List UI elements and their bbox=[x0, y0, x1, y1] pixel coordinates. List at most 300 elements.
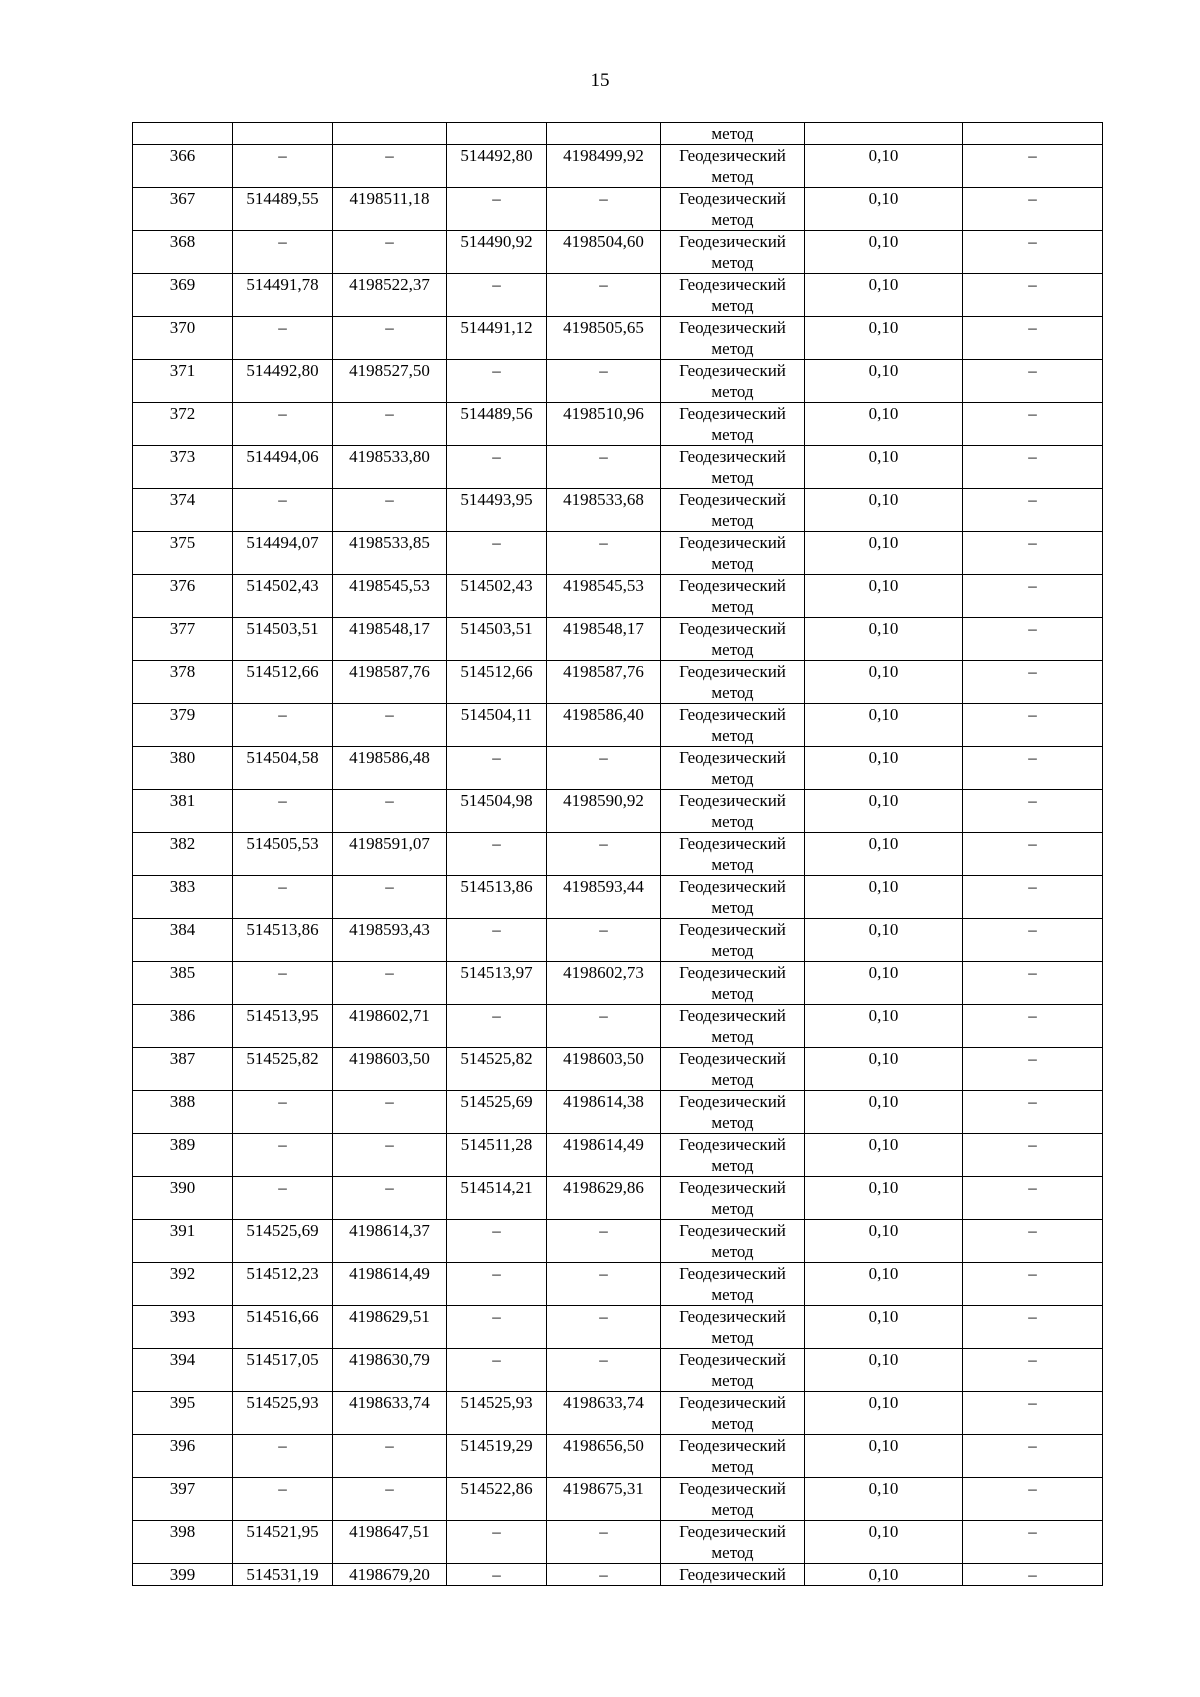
point-number-cell: 399 bbox=[133, 1564, 233, 1586]
table-row bbox=[133, 1048, 1103, 1091]
y-existing-cell: 4198647,51 bbox=[333, 1521, 447, 1564]
accuracy-cell: 0,10 bbox=[805, 1091, 963, 1134]
description-cell: – bbox=[963, 1220, 1103, 1263]
method-cell bbox=[661, 403, 805, 446]
method-line-2: метод bbox=[711, 1543, 754, 1562]
method-line-1: Геодезический bbox=[679, 361, 786, 380]
accuracy-cell: 0,10 bbox=[805, 489, 963, 532]
x-existing-cell: – bbox=[233, 790, 333, 833]
method-line-2: метод bbox=[711, 1199, 754, 1218]
x-refined-cell: – bbox=[447, 919, 547, 962]
table-row bbox=[133, 618, 1103, 661]
method-cell bbox=[661, 962, 805, 1005]
table-row bbox=[133, 532, 1103, 575]
description-cell: – bbox=[963, 145, 1103, 188]
y-refined-cell: 4198675,31 bbox=[547, 1478, 661, 1521]
method-line-1: Геодезический bbox=[679, 490, 786, 509]
point-number-cell: 381 bbox=[133, 790, 233, 833]
point-number-cell: 390 bbox=[133, 1177, 233, 1220]
accuracy-cell: 0,10 bbox=[805, 747, 963, 790]
table-row bbox=[133, 274, 1103, 317]
x-existing-cell: 514513,86 bbox=[233, 919, 333, 962]
point-number-cell: 370 bbox=[133, 317, 233, 360]
point-number-cell: 394 bbox=[133, 1349, 233, 1392]
accuracy-cell: 0,10 bbox=[805, 1564, 963, 1586]
x-existing-cell: 514521,95 bbox=[233, 1521, 333, 1564]
y-existing-cell: – bbox=[333, 790, 447, 833]
table-row bbox=[133, 1521, 1103, 1564]
method-line-2: метод bbox=[711, 855, 754, 874]
y-refined-cell: – bbox=[547, 1564, 661, 1586]
method-cell bbox=[661, 1521, 805, 1564]
x-refined-cell: 514513,86 bbox=[447, 876, 547, 919]
accuracy-cell: 0,10 bbox=[805, 1478, 963, 1521]
y-existing-cell: 4198614,37 bbox=[333, 1220, 447, 1263]
x-refined-cell: 514491,12 bbox=[447, 317, 547, 360]
y-existing-cell: – bbox=[333, 1478, 447, 1521]
method-line-2: метод bbox=[711, 769, 754, 788]
method-line-2: метод bbox=[711, 1242, 754, 1261]
y-existing-cell: – bbox=[333, 317, 447, 360]
y-existing-cell: 4198533,85 bbox=[333, 532, 447, 575]
x-refined-cell: 514490,92 bbox=[447, 231, 547, 274]
method-line-1: Геодезический bbox=[679, 1350, 786, 1369]
x-refined-cell: 514525,69 bbox=[447, 1091, 547, 1134]
y-existing-cell: 4198630,79 bbox=[333, 1349, 447, 1392]
coordinates-table bbox=[132, 122, 1103, 1586]
x-refined-cell: 514489,56 bbox=[447, 403, 547, 446]
method-line-2: метод bbox=[711, 167, 754, 186]
point-number-cell: 380 bbox=[133, 747, 233, 790]
y-existing-cell: – bbox=[333, 962, 447, 1005]
method-line-2: метод bbox=[711, 898, 754, 917]
method-cell bbox=[661, 618, 805, 661]
table-row bbox=[133, 1349, 1103, 1392]
x-existing-cell: 514502,43 bbox=[233, 575, 333, 618]
y-existing-cell: – bbox=[333, 231, 447, 274]
x-existing-cell: – bbox=[233, 1435, 333, 1478]
description-cell: – bbox=[963, 1564, 1103, 1586]
continuation-row bbox=[133, 123, 1103, 145]
x-existing-cell: 514525,69 bbox=[233, 1220, 333, 1263]
table-row bbox=[133, 489, 1103, 532]
point-number-cell: 395 bbox=[133, 1392, 233, 1435]
x-existing-cell: 514494,07 bbox=[233, 532, 333, 575]
table-row bbox=[133, 575, 1103, 618]
accuracy-cell: 0,10 bbox=[805, 704, 963, 747]
method-line-2: метод bbox=[711, 425, 754, 444]
description-cell: – bbox=[963, 704, 1103, 747]
method-cell bbox=[661, 876, 805, 919]
method-line-1: Геодезический bbox=[679, 533, 786, 552]
table-row bbox=[133, 446, 1103, 489]
x-existing-cell: – bbox=[233, 489, 333, 532]
method-line-2: метод bbox=[711, 1371, 754, 1390]
x-refined-cell: – bbox=[447, 833, 547, 876]
method-cell bbox=[661, 1435, 805, 1478]
description-cell: – bbox=[963, 317, 1103, 360]
accuracy-cell: 0,10 bbox=[805, 1392, 963, 1435]
y-refined-cell: 4198510,96 bbox=[547, 403, 661, 446]
accuracy-cell: 0,10 bbox=[805, 1134, 963, 1177]
x-existing-cell: – bbox=[233, 1478, 333, 1521]
x-refined-cell: 514522,86 bbox=[447, 1478, 547, 1521]
accuracy-cell: 0,10 bbox=[805, 1263, 963, 1306]
point-number-cell: 371 bbox=[133, 360, 233, 403]
accuracy-cell: 0,10 bbox=[805, 145, 963, 188]
y-refined-cell: – bbox=[547, 919, 661, 962]
method-cell: Геодезический bbox=[661, 1564, 805, 1586]
x-existing-cell: 514513,95 bbox=[233, 1005, 333, 1048]
method-cell bbox=[661, 1091, 805, 1134]
method-cell bbox=[661, 145, 805, 188]
x-refined-cell: 514513,97 bbox=[447, 962, 547, 1005]
x-existing-cell: 514525,82 bbox=[233, 1048, 333, 1091]
table-row bbox=[133, 1478, 1103, 1521]
y-refined-cell: – bbox=[547, 446, 661, 489]
method-line-1: Геодезический bbox=[679, 791, 786, 810]
description-cell: – bbox=[963, 919, 1103, 962]
method-line-1: Геодезический bbox=[679, 963, 786, 982]
method-cell: метод bbox=[661, 123, 805, 145]
x-existing-cell: 514491,78 bbox=[233, 274, 333, 317]
x-refined-cell: 514502,43 bbox=[447, 575, 547, 618]
method-line-1: Геодезический bbox=[679, 748, 786, 767]
x-refined-cell: – bbox=[447, 1564, 547, 1586]
y-existing-cell: – bbox=[333, 1134, 447, 1177]
method-cell bbox=[661, 1005, 805, 1048]
table-row bbox=[133, 1134, 1103, 1177]
description-cell: – bbox=[963, 1349, 1103, 1392]
point-number-cell: 367 bbox=[133, 188, 233, 231]
y-existing-cell: 4198602,71 bbox=[333, 1005, 447, 1048]
method-line-1: Геодезический bbox=[679, 1307, 786, 1326]
accuracy-cell: 0,10 bbox=[805, 403, 963, 446]
method-line-2: метод bbox=[711, 1156, 754, 1175]
method-line-2: метод bbox=[711, 554, 754, 573]
method-line-2: метод bbox=[711, 1285, 754, 1304]
table-row bbox=[133, 145, 1103, 188]
x-existing-cell: – bbox=[233, 1177, 333, 1220]
accuracy-cell: 0,10 bbox=[805, 618, 963, 661]
method-line-2: метод bbox=[711, 726, 754, 745]
method-line-2: метод bbox=[711, 640, 754, 659]
point-number-cell: 389 bbox=[133, 1134, 233, 1177]
x-existing-cell: 514525,93 bbox=[233, 1392, 333, 1435]
method-cell bbox=[661, 489, 805, 532]
description-cell: – bbox=[963, 575, 1103, 618]
table-row bbox=[133, 360, 1103, 403]
method-line-2: метод bbox=[711, 984, 754, 1003]
method-line-1: Геодезический bbox=[679, 318, 786, 337]
x-refined-cell: – bbox=[447, 1263, 547, 1306]
method-line-2: метод bbox=[711, 210, 754, 229]
y-refined-cell: – bbox=[547, 1349, 661, 1392]
method-line-1: Геодезический bbox=[679, 275, 786, 294]
x-refined-cell: 514525,93 bbox=[447, 1392, 547, 1435]
method-line-1: Геодезический bbox=[679, 1135, 786, 1154]
method-line-1: Геодезический bbox=[679, 232, 786, 251]
table-row bbox=[133, 747, 1103, 790]
method-line-2: метод bbox=[711, 253, 754, 272]
x-refined-cell: – bbox=[447, 1521, 547, 1564]
point-number-cell: 379 bbox=[133, 704, 233, 747]
method-line-1: Геодезический bbox=[679, 1522, 786, 1541]
x-existing-cell: 514512,23 bbox=[233, 1263, 333, 1306]
y-existing-cell: – bbox=[333, 145, 447, 188]
x-existing-cell: 514512,66 bbox=[233, 661, 333, 704]
description-cell: – bbox=[963, 532, 1103, 575]
table-row bbox=[133, 790, 1103, 833]
table-row bbox=[133, 1306, 1103, 1349]
table-row bbox=[133, 704, 1103, 747]
point-number-cell: 374 bbox=[133, 489, 233, 532]
accuracy-cell: 0,10 bbox=[805, 532, 963, 575]
method-line-2: метод bbox=[711, 1414, 754, 1433]
method-line-1: Геодезический bbox=[679, 1264, 786, 1283]
method-line-2: метод bbox=[711, 1500, 754, 1519]
method-cell bbox=[661, 1349, 805, 1392]
y-refined-cell: 4198590,92 bbox=[547, 790, 661, 833]
accuracy-cell: 0,10 bbox=[805, 876, 963, 919]
y-existing-cell: 4198545,53 bbox=[333, 575, 447, 618]
method-line-1: Геодезический bbox=[679, 1221, 786, 1240]
x-refined-cell: 514525,82 bbox=[447, 1048, 547, 1091]
y-refined-cell: 4198587,76 bbox=[547, 661, 661, 704]
description-cell: – bbox=[963, 876, 1103, 919]
y-refined-cell: 4198633,74 bbox=[547, 1392, 661, 1435]
method-line-1: Геодезический bbox=[679, 1049, 786, 1068]
accuracy-cell: 0,10 bbox=[805, 360, 963, 403]
x-existing-cell: 514503,51 bbox=[233, 618, 333, 661]
method-line-1: Геодезический bbox=[679, 877, 786, 896]
method-cell bbox=[661, 790, 805, 833]
method-line-1: Геодезический bbox=[679, 576, 786, 595]
y-existing-cell: 4198633,74 bbox=[333, 1392, 447, 1435]
method-line-1: Геодезический bbox=[679, 705, 786, 724]
y-existing-cell: 4198533,80 bbox=[333, 446, 447, 489]
table-row bbox=[133, 317, 1103, 360]
table-row bbox=[133, 1177, 1103, 1220]
y-refined-cell: – bbox=[547, 1306, 661, 1349]
table-row bbox=[133, 661, 1103, 704]
x-refined-cell: – bbox=[447, 1220, 547, 1263]
table-row bbox=[133, 231, 1103, 274]
x-existing-cell: – bbox=[233, 876, 333, 919]
x-existing-cell: – bbox=[233, 231, 333, 274]
page-number: 15 bbox=[590, 70, 610, 91]
table-row bbox=[133, 962, 1103, 1005]
method-line-1: Геодезический bbox=[679, 447, 786, 466]
description-cell: – bbox=[963, 446, 1103, 489]
method-line-2: метод bbox=[711, 1328, 754, 1347]
x-existing-cell: 514504,58 bbox=[233, 747, 333, 790]
description-cell: – bbox=[963, 1478, 1103, 1521]
method-cell bbox=[661, 1134, 805, 1177]
method-line-1: Геодезический bbox=[679, 834, 786, 853]
y-existing-cell: 4198511,18 bbox=[333, 188, 447, 231]
method-cell bbox=[661, 532, 805, 575]
method-line-1: Геодезический bbox=[679, 1393, 786, 1412]
point-number-cell: 372 bbox=[133, 403, 233, 446]
accuracy-cell: 0,10 bbox=[805, 833, 963, 876]
point-number-cell: 396 bbox=[133, 1435, 233, 1478]
y-refined-cell: 4198629,86 bbox=[547, 1177, 661, 1220]
method-line-2: метод bbox=[711, 1070, 754, 1089]
x-existing-cell: – bbox=[233, 1091, 333, 1134]
method-cell bbox=[661, 1478, 805, 1521]
y-existing-cell: – bbox=[333, 876, 447, 919]
y-existing-cell: 4198586,48 bbox=[333, 747, 447, 790]
method-cell bbox=[661, 1263, 805, 1306]
x-existing-cell: – bbox=[233, 317, 333, 360]
point-number-cell: 388 bbox=[133, 1091, 233, 1134]
description-cell: – bbox=[963, 747, 1103, 790]
y-existing-cell: 4198527,50 bbox=[333, 360, 447, 403]
accuracy-cell: 0,10 bbox=[805, 317, 963, 360]
method-line-2: метод bbox=[711, 1457, 754, 1476]
x-existing-cell: 514494,06 bbox=[233, 446, 333, 489]
x-refined-cell: – bbox=[447, 1349, 547, 1392]
y-refined-cell: 4198593,44 bbox=[547, 876, 661, 919]
method-cell bbox=[661, 747, 805, 790]
x-refined-cell: 514504,98 bbox=[447, 790, 547, 833]
method-line-1: Геодезический bbox=[679, 404, 786, 423]
point-number-cell: 378 bbox=[133, 661, 233, 704]
accuracy-cell: 0,10 bbox=[805, 188, 963, 231]
x-refined-cell: 514511,28 bbox=[447, 1134, 547, 1177]
point-number-cell: 393 bbox=[133, 1306, 233, 1349]
table-row bbox=[133, 1435, 1103, 1478]
description-cell: – bbox=[963, 274, 1103, 317]
point-number-cell: 369 bbox=[133, 274, 233, 317]
method-cell bbox=[661, 188, 805, 231]
x-refined-cell: – bbox=[447, 360, 547, 403]
accuracy-cell: 0,10 bbox=[805, 446, 963, 489]
point-number-cell: 382 bbox=[133, 833, 233, 876]
method-cell bbox=[661, 833, 805, 876]
description-cell: – bbox=[963, 231, 1103, 274]
table-row bbox=[133, 1005, 1103, 1048]
method-cell bbox=[661, 919, 805, 962]
description-cell: – bbox=[963, 489, 1103, 532]
method-cell bbox=[661, 231, 805, 274]
point-number-cell: 386 bbox=[133, 1005, 233, 1048]
y-refined-cell: – bbox=[547, 1263, 661, 1306]
y-refined-cell: 4198505,65 bbox=[547, 317, 661, 360]
method-line-1: Геодезический bbox=[679, 662, 786, 681]
y-refined-cell: – bbox=[547, 747, 661, 790]
y-refined-cell: – bbox=[547, 274, 661, 317]
point-number-cell: 384 bbox=[133, 919, 233, 962]
description-cell: – bbox=[963, 1521, 1103, 1564]
description-cell: – bbox=[963, 790, 1103, 833]
table-row bbox=[133, 1263, 1103, 1306]
point-number-cell: 377 bbox=[133, 618, 233, 661]
x-refined-cell: 514514,21 bbox=[447, 1177, 547, 1220]
method-cell bbox=[661, 661, 805, 704]
y-refined-cell: 4198545,53 bbox=[547, 575, 661, 618]
accuracy-cell: 0,10 bbox=[805, 1521, 963, 1564]
method-cell bbox=[661, 446, 805, 489]
y-refined-cell: – bbox=[547, 532, 661, 575]
description-cell: – bbox=[963, 403, 1103, 446]
x-existing-cell: – bbox=[233, 403, 333, 446]
x-existing-cell: – bbox=[233, 145, 333, 188]
y-existing-cell: – bbox=[333, 1177, 447, 1220]
accuracy-cell: 0,10 bbox=[805, 274, 963, 317]
y-existing-cell: 4198679,20 bbox=[333, 1564, 447, 1586]
y-existing-cell: – bbox=[333, 704, 447, 747]
point-number-cell: 398 bbox=[133, 1521, 233, 1564]
description-cell: – bbox=[963, 962, 1103, 1005]
method-cell bbox=[661, 274, 805, 317]
y-refined-cell: 4198499,92 bbox=[547, 145, 661, 188]
x-refined-cell: 514493,95 bbox=[447, 489, 547, 532]
description-cell: – bbox=[963, 360, 1103, 403]
method-line-2: метод bbox=[711, 382, 754, 401]
x-refined-cell: 514503,51 bbox=[447, 618, 547, 661]
point-number-cell: 373 bbox=[133, 446, 233, 489]
x-existing-cell: 514516,66 bbox=[233, 1306, 333, 1349]
point-number-cell: 375 bbox=[133, 532, 233, 575]
method-cell bbox=[661, 1306, 805, 1349]
table-row bbox=[133, 1392, 1103, 1435]
y-refined-cell: 4198586,40 bbox=[547, 704, 661, 747]
y-refined-cell: 4198603,50 bbox=[547, 1048, 661, 1091]
accuracy-cell: 0,10 bbox=[805, 1177, 963, 1220]
description-cell: – bbox=[963, 1177, 1103, 1220]
y-existing-cell: 4198593,43 bbox=[333, 919, 447, 962]
method-line-2: метод bbox=[711, 1027, 754, 1046]
x-existing-cell: – bbox=[233, 962, 333, 1005]
y-refined-cell: – bbox=[547, 1005, 661, 1048]
table-row bbox=[133, 1220, 1103, 1263]
y-existing-cell: 4198591,07 bbox=[333, 833, 447, 876]
description-cell: – bbox=[963, 1091, 1103, 1134]
method-line-1: Геодезический bbox=[679, 1479, 786, 1498]
x-existing-cell: 514517,05 bbox=[233, 1349, 333, 1392]
method-line-1: Геодезический bbox=[679, 189, 786, 208]
accuracy-cell: 0,10 bbox=[805, 1435, 963, 1478]
y-refined-cell: – bbox=[547, 188, 661, 231]
table-row bbox=[133, 833, 1103, 876]
method-line-1: Геодезический bbox=[679, 1092, 786, 1111]
x-existing-cell: 514531,19 bbox=[233, 1564, 333, 1586]
table-row bbox=[133, 403, 1103, 446]
description-cell: – bbox=[963, 618, 1103, 661]
description-cell: – bbox=[963, 1005, 1103, 1048]
method-cell bbox=[661, 360, 805, 403]
y-existing-cell: 4198548,17 bbox=[333, 618, 447, 661]
accuracy-cell: 0,10 bbox=[805, 1220, 963, 1263]
accuracy-cell: 0,10 bbox=[805, 231, 963, 274]
y-existing-cell: – bbox=[333, 489, 447, 532]
point-number-cell: 387 bbox=[133, 1048, 233, 1091]
x-refined-cell: 514504,11 bbox=[447, 704, 547, 747]
method-line-1: Геодезический bbox=[679, 146, 786, 165]
method-cell bbox=[661, 575, 805, 618]
y-existing-cell: – bbox=[333, 1091, 447, 1134]
y-existing-cell: 4198629,51 bbox=[333, 1306, 447, 1349]
table-row bbox=[133, 1564, 1103, 1586]
x-existing-cell: 514505,53 bbox=[233, 833, 333, 876]
y-refined-cell: – bbox=[547, 1521, 661, 1564]
y-refined-cell: 4198548,17 bbox=[547, 618, 661, 661]
accuracy-cell: 0,10 bbox=[805, 1306, 963, 1349]
method-line-2: метод bbox=[711, 1113, 754, 1132]
x-refined-cell: – bbox=[447, 446, 547, 489]
